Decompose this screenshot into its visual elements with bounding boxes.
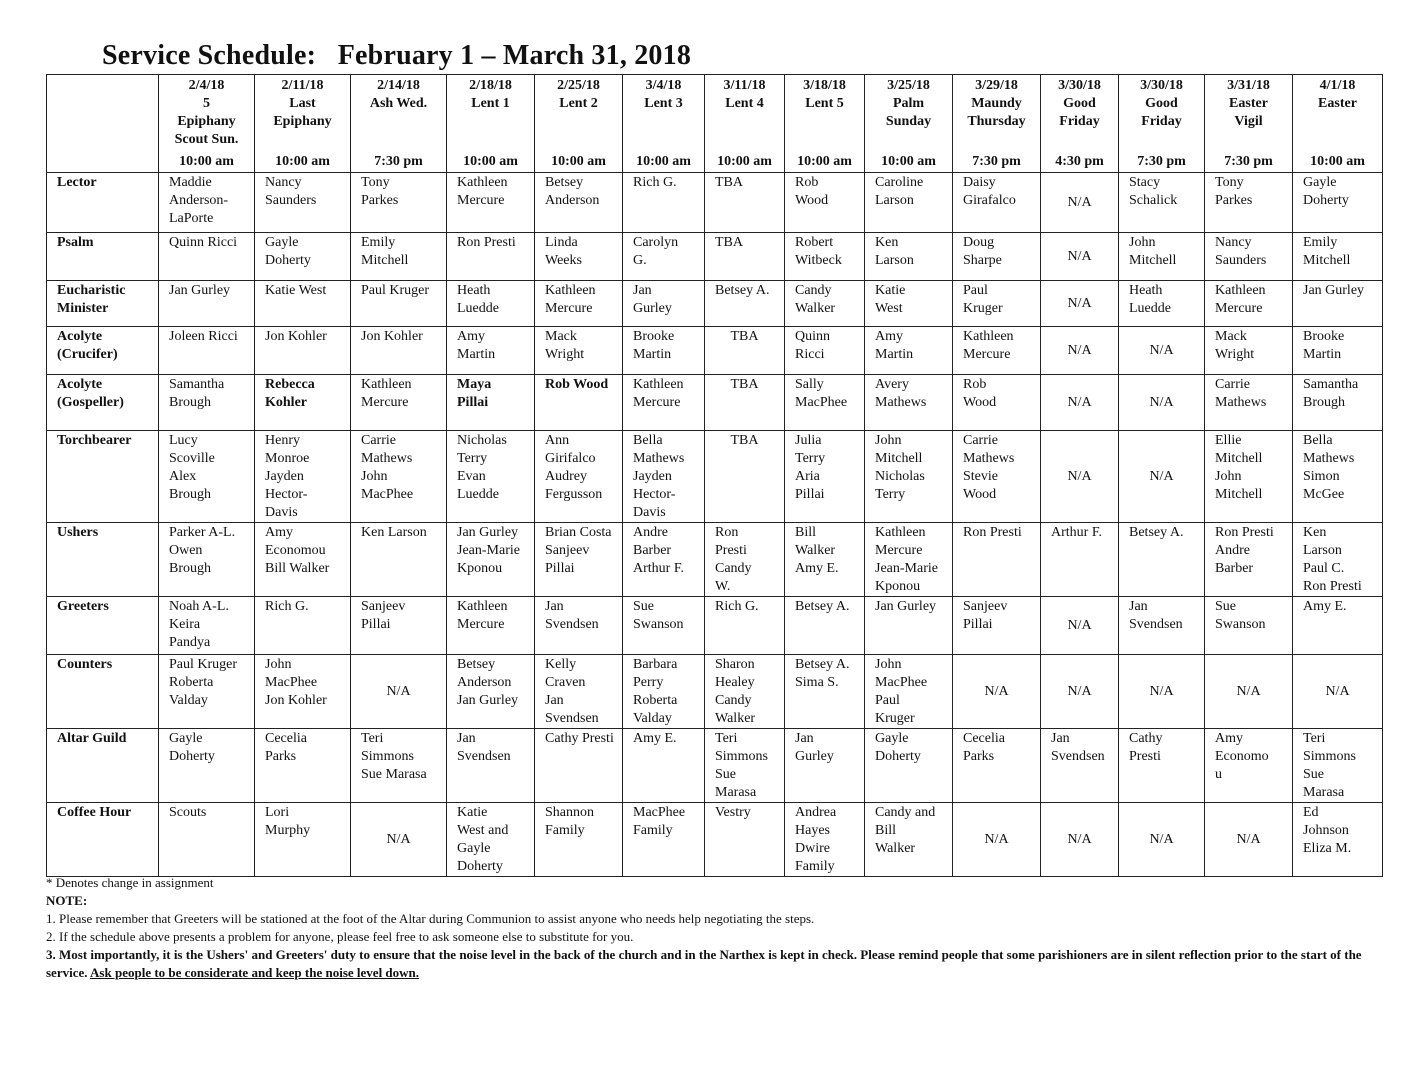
service-name: Lent 4 bbox=[725, 96, 764, 111]
service-time: 10:00 am bbox=[551, 154, 606, 169]
assignment-cell: Betsey A. bbox=[785, 597, 865, 655]
assignment-cell: Jan Svendsen bbox=[1041, 729, 1119, 803]
assignment-cell: MacPhee Family bbox=[623, 803, 705, 877]
service-name: Last Epiphany bbox=[273, 96, 332, 129]
service-date-name bbox=[1120, 77, 1203, 131]
role-label: Ushers bbox=[47, 523, 159, 597]
assignment-cell: Bella Mathews Jayden Hector- Davis bbox=[623, 431, 705, 523]
service-header bbox=[705, 75, 785, 173]
service-time: 10:00 am bbox=[463, 154, 518, 169]
service-date: 3/25/18 bbox=[887, 78, 930, 93]
assignment-cell: Sanjeev Pillai bbox=[953, 597, 1041, 655]
assignment-cell: Bill Walker Amy E. bbox=[785, 523, 865, 597]
service-name: Lent 5 bbox=[805, 96, 844, 111]
schedule-row bbox=[47, 523, 1383, 597]
assignment-cell: Rich G. bbox=[623, 173, 705, 233]
assignment-cell: Sue Swanson bbox=[1205, 597, 1293, 655]
assignment-cell: N/A bbox=[1041, 327, 1119, 375]
assignment-cell: N/A bbox=[1041, 431, 1119, 523]
assignment-cell: Paul Kruger Roberta Valday bbox=[159, 655, 255, 729]
role-label: Counters bbox=[47, 655, 159, 729]
note-3-text: 3. Most importantly, it is the Ushers' and Greeters' duty to ensure that the noise level in the back of the church and in the Narthex is kept in check. Please remind people that some parishioners are in silent reflection prior to the start of the service. bbox=[46, 947, 1362, 980]
assignment-cell: N/A bbox=[351, 803, 447, 877]
service-name: 5 Epiphany Scout Sun. bbox=[174, 96, 239, 147]
role-label: Acolyte (Gospeller) bbox=[47, 375, 159, 431]
assignment-cell: Nancy Saunders bbox=[1205, 233, 1293, 281]
service-time: 10:00 am bbox=[881, 154, 936, 169]
assignment-cell: Carrie Mathews bbox=[1205, 375, 1293, 431]
assignment-cell: Betsey Anderson bbox=[535, 173, 623, 233]
service-header bbox=[159, 75, 255, 173]
assignment-cell: Quinn Ricci bbox=[785, 327, 865, 375]
assignment-cell: Gayle Doherty bbox=[159, 729, 255, 803]
schedule-row bbox=[47, 327, 1383, 375]
assignment-cell: Amy Martin bbox=[865, 327, 953, 375]
assignment-cell: Teri Simmons Sue Marasa bbox=[1293, 729, 1383, 803]
assignment-cell: Cecelia Parks bbox=[255, 729, 351, 803]
assignment-cell: Gayle Doherty bbox=[1293, 173, 1383, 233]
schedule-row bbox=[47, 655, 1383, 729]
service-header bbox=[623, 75, 705, 173]
assignment-cell: Julia Terry Aria Pillai bbox=[785, 431, 865, 523]
assignment-cell: Andre Barber Arthur F. bbox=[623, 523, 705, 597]
assignment-cell: N/A bbox=[1041, 655, 1119, 729]
assignment-cell: Heath Luedde bbox=[1119, 281, 1205, 327]
service-header bbox=[255, 75, 351, 173]
assignment-cell: Parker A-L. Owen Brough bbox=[159, 523, 255, 597]
assignment-cell: John MacPhee Paul Kruger bbox=[865, 655, 953, 729]
assignment-cell: Emily Mitchell bbox=[1293, 233, 1383, 281]
assignment-cell: Brian Costa Sanjeev Pillai bbox=[535, 523, 623, 597]
assignment-cell: Brooke Martin bbox=[623, 327, 705, 375]
assignment-cell: Tony Parkes bbox=[1205, 173, 1293, 233]
assignment-cell: Quinn Ricci bbox=[159, 233, 255, 281]
assignment-cell: TBA bbox=[705, 375, 785, 431]
assignment-cell: Henry Monroe Jayden Hector- Davis bbox=[255, 431, 351, 523]
service-time: 10:00 am bbox=[1310, 154, 1365, 169]
assignment-cell: Heath Luedde bbox=[447, 281, 535, 327]
assignment-cell: Mack Wright bbox=[535, 327, 623, 375]
service-time: 7:30 pm bbox=[374, 154, 423, 169]
assignment-cell: Rich G. bbox=[705, 597, 785, 655]
assignment-cell: N/A bbox=[1119, 375, 1205, 431]
assignment-cell: Andrea Hayes Dwire Family bbox=[785, 803, 865, 877]
assignment-cell: Emily Mitchell bbox=[351, 233, 447, 281]
role-label: Greeters bbox=[47, 597, 159, 655]
assignment-cell: Jon Kohler bbox=[255, 327, 351, 375]
service-time: 10:00 am bbox=[636, 154, 691, 169]
service-date: 3/30/18 bbox=[1140, 78, 1183, 93]
assignment-cell: Ellie Mitchell John Mitchell bbox=[1205, 431, 1293, 523]
service-date: 3/4/18 bbox=[645, 78, 682, 93]
assignment-cell: Betsey A. Sima S. bbox=[785, 655, 865, 729]
service-name: Good Friday bbox=[1059, 96, 1100, 129]
schedule-row bbox=[47, 597, 1383, 655]
assignment-cell: Arthur F. bbox=[1041, 523, 1119, 597]
service-time: 10:00 am bbox=[717, 154, 772, 169]
assignment-cell: Lucy Scoville Alex Brough bbox=[159, 431, 255, 523]
assignment-cell: Daisy Girafalco bbox=[953, 173, 1041, 233]
role-label: Eucharistic Minister bbox=[47, 281, 159, 327]
assignment-cell: Teri Simmons Sue Marasa bbox=[705, 729, 785, 803]
assignment-cell: Gayle Doherty bbox=[865, 729, 953, 803]
schedule-row bbox=[47, 173, 1383, 233]
service-time: 4:30 pm bbox=[1055, 154, 1104, 169]
assignment-cell: Teri Simmons Sue Marasa bbox=[351, 729, 447, 803]
assignment-cell: Amy E. bbox=[1293, 597, 1383, 655]
assignment-cell: Ron Presti Andre Barber bbox=[1205, 523, 1293, 597]
notes-heading: NOTE: bbox=[46, 893, 88, 908]
note-2: 2. If the schedule above presents a problem for anyone, please feel free to ask someone else to substitute for you. bbox=[46, 929, 634, 944]
assignment-cell: Kelly Craven Jan Svendsen bbox=[535, 655, 623, 729]
assignment-cell: Maya Pillai bbox=[447, 375, 535, 431]
assignment-cell: Jan Gurley Jean-Marie Kponou bbox=[447, 523, 535, 597]
assignment-cell: Noah A-L. Keira Pandya bbox=[159, 597, 255, 655]
assignment-cell: N/A bbox=[953, 803, 1041, 877]
assignment-cell: Jan Gurley bbox=[1293, 281, 1383, 327]
assignment-cell: Rich G. bbox=[255, 597, 351, 655]
assignment-cell: Jan Svendsen bbox=[535, 597, 623, 655]
service-header bbox=[1041, 75, 1119, 173]
role-label: Psalm bbox=[47, 233, 159, 281]
notes-section bbox=[46, 874, 1376, 982]
service-schedule-table bbox=[46, 74, 1383, 877]
service-date: 3/11/18 bbox=[723, 78, 766, 93]
service-time: 10:00 am bbox=[797, 154, 852, 169]
assignment-cell: N/A bbox=[1041, 233, 1119, 281]
assignment-cell: Betsey Anderson Jan Gurley bbox=[447, 655, 535, 729]
service-header bbox=[1119, 75, 1205, 173]
assignment-cell: Brooke Martin bbox=[1293, 327, 1383, 375]
assignment-cell: N/A bbox=[1119, 431, 1205, 523]
note-1: 1. Please remember that Greeters will be stationed at the foot of the Altar during Communion to assist anyone who needs help negotiating the steps. bbox=[46, 911, 815, 926]
service-date: 4/1/18 bbox=[1319, 78, 1356, 93]
header-row bbox=[47, 75, 1383, 173]
assignment-cell: Jan Gurley bbox=[159, 281, 255, 327]
assignment-cell: Maddie Anderson- LaPorte bbox=[159, 173, 255, 233]
service-date: 3/18/18 bbox=[803, 78, 846, 93]
assignment-cell: Jon Kohler bbox=[351, 327, 447, 375]
assignment-cell: Amy Martin bbox=[447, 327, 535, 375]
assignment-cell: N/A bbox=[1119, 803, 1205, 877]
assignment-cell: Rob Wood bbox=[535, 375, 623, 431]
service-name: Easter bbox=[1318, 96, 1357, 111]
service-name: Ash Wed. bbox=[369, 96, 428, 111]
assignment-cell: Ron Presti bbox=[447, 233, 535, 281]
assignment-cell: Rob Wood bbox=[785, 173, 865, 233]
assignment-cell: Ken Larson bbox=[865, 233, 953, 281]
assignment-cell: Kathleen Mercure bbox=[623, 375, 705, 431]
service-header bbox=[535, 75, 623, 173]
assignment-cell: N/A bbox=[1041, 281, 1119, 327]
assignment-cell: Katie West bbox=[865, 281, 953, 327]
service-header bbox=[953, 75, 1041, 173]
assignment-cell: John Mitchell Nicholas Terry bbox=[865, 431, 953, 523]
service-date-name bbox=[954, 77, 1039, 131]
assignment-cell: Candy Walker bbox=[785, 281, 865, 327]
assignment-cell: Kathleen Mercure bbox=[447, 597, 535, 655]
service-name: Palm Sunday bbox=[885, 96, 932, 129]
service-date: 2/14/18 bbox=[377, 78, 420, 93]
assignment-cell: Paul Kruger bbox=[351, 281, 447, 327]
schedule-row bbox=[47, 375, 1383, 431]
schedule-row bbox=[47, 803, 1383, 877]
service-date: 2/18/18 bbox=[469, 78, 512, 93]
service-date: 2/4/18 bbox=[188, 78, 225, 93]
assignment-cell: Betsey A. bbox=[705, 281, 785, 327]
assignment-cell: TBA bbox=[705, 233, 785, 281]
service-name: Good Friday bbox=[1141, 96, 1182, 129]
assignment-cell: Caroline Larson bbox=[865, 173, 953, 233]
assignment-cell: Jan Gurley bbox=[865, 597, 953, 655]
assignment-cell: Sally MacPhee bbox=[785, 375, 865, 431]
assignment-cell: Doug Sharpe bbox=[953, 233, 1041, 281]
assignment-cell: Barbara Perry Roberta Valday bbox=[623, 655, 705, 729]
assignment-cell: N/A bbox=[1205, 803, 1293, 877]
assignment-cell: N/A bbox=[1041, 597, 1119, 655]
service-date-name bbox=[706, 77, 783, 113]
assignment-cell: Ron Presti Candy W. bbox=[705, 523, 785, 597]
assignment-cell: Jan Svendsen bbox=[447, 729, 535, 803]
role-label: Torchbearer bbox=[47, 431, 159, 523]
assignment-cell: Amy E. bbox=[623, 729, 705, 803]
assignment-cell: Ann Girifalco Audrey Fergusson bbox=[535, 431, 623, 523]
assignment-cell: Gayle Doherty bbox=[255, 233, 351, 281]
assignment-cell: Shannon Family bbox=[535, 803, 623, 877]
service-date-name bbox=[448, 77, 533, 113]
assignment-cell: Sharon Healey Candy Walker bbox=[705, 655, 785, 729]
service-date: 3/31/18 bbox=[1227, 78, 1270, 93]
assignment-cell: John Mitchell bbox=[1119, 233, 1205, 281]
service-header bbox=[447, 75, 535, 173]
assignment-cell: Tony Parkes bbox=[351, 173, 447, 233]
change-marker-note: * Denotes change in assignment bbox=[46, 875, 214, 890]
assignment-cell: Ron Presti bbox=[953, 523, 1041, 597]
assignment-cell: Kathleen Mercure bbox=[351, 375, 447, 431]
service-date: 2/11/18 bbox=[281, 78, 324, 93]
service-header bbox=[785, 75, 865, 173]
service-date-name bbox=[352, 77, 445, 113]
service-date: 2/25/18 bbox=[557, 78, 600, 93]
service-date-name bbox=[1042, 77, 1117, 131]
assignment-cell: Carolyn G. bbox=[623, 233, 705, 281]
assignment-cell: N/A bbox=[1205, 655, 1293, 729]
assignment-cell: Sanjeev Pillai bbox=[351, 597, 447, 655]
assignment-cell: Betsey A. bbox=[1119, 523, 1205, 597]
service-date-name bbox=[256, 77, 349, 131]
assignment-cell: Samantha Brough bbox=[159, 375, 255, 431]
service-date-name bbox=[536, 77, 621, 113]
assignment-cell: Katie West bbox=[255, 281, 351, 327]
assignment-cell: Cathy Presti bbox=[535, 729, 623, 803]
service-header bbox=[865, 75, 953, 173]
assignment-cell: Kathleen Mercure bbox=[1205, 281, 1293, 327]
assignment-cell: Cathy Presti bbox=[1119, 729, 1205, 803]
assignment-cell: Katie West and Gayle Doherty bbox=[447, 803, 535, 877]
note-3-emphasis: Ask people to be considerate and keep the noise level down. bbox=[90, 965, 420, 980]
schedule-row bbox=[47, 431, 1383, 523]
assignment-cell: Amy Economou Bill Walker bbox=[255, 523, 351, 597]
assignment-cell: Ken Larson Paul C. Ron Presti bbox=[1293, 523, 1383, 597]
service-header bbox=[351, 75, 447, 173]
assignment-cell: Avery Mathews bbox=[865, 375, 953, 431]
service-name: Maundy Thursday bbox=[967, 96, 1026, 129]
service-header bbox=[1205, 75, 1293, 173]
assignment-cell: Cecelia Parks bbox=[953, 729, 1041, 803]
assignment-cell: N/A bbox=[1041, 803, 1119, 877]
service-name: Easter Vigil bbox=[1229, 96, 1268, 129]
assignment-cell: Rob Wood bbox=[953, 375, 1041, 431]
assignment-cell: Samantha Brough bbox=[1293, 375, 1383, 431]
assignment-cell: TBA bbox=[705, 173, 785, 233]
assignment-cell: Paul Kruger bbox=[953, 281, 1041, 327]
assignment-cell: Carrie Mathews Stevie Wood bbox=[953, 431, 1041, 523]
assignment-cell: N/A bbox=[1293, 655, 1383, 729]
role-label: Coffee Hour bbox=[47, 803, 159, 877]
assignment-cell: Amy Economo u bbox=[1205, 729, 1293, 803]
assignment-cell: Nicholas Terry Evan Luedde bbox=[447, 431, 535, 523]
assignment-cell: Mack Wright bbox=[1205, 327, 1293, 375]
corner-cell bbox=[47, 75, 159, 173]
schedule-row bbox=[47, 233, 1383, 281]
assignment-cell: Sue Swanson bbox=[623, 597, 705, 655]
assignment-cell: Ken Larson bbox=[351, 523, 447, 597]
role-label: Acolyte (Crucifer) bbox=[47, 327, 159, 375]
service-time: 7:30 pm bbox=[1137, 154, 1186, 169]
assignment-cell: Stacy Schalick bbox=[1119, 173, 1205, 233]
assignment-cell: Kathleen Mercure bbox=[953, 327, 1041, 375]
service-time: 10:00 am bbox=[275, 154, 330, 169]
assignment-cell: N/A bbox=[1041, 375, 1119, 431]
assignment-cell: Ed Johnson Eliza M. bbox=[1293, 803, 1383, 877]
service-date-name bbox=[786, 77, 863, 113]
service-name: Lent 3 bbox=[644, 96, 683, 111]
service-header bbox=[1293, 75, 1383, 173]
assignment-cell: Jan Gurley bbox=[623, 281, 705, 327]
assignment-cell: Robert Witbeck bbox=[785, 233, 865, 281]
service-date-name bbox=[866, 77, 951, 131]
assignment-cell: Kathleen Mercure bbox=[535, 281, 623, 327]
assignment-cell: Linda Weeks bbox=[535, 233, 623, 281]
role-label: Altar Guild bbox=[47, 729, 159, 803]
assignment-cell: TBA bbox=[705, 431, 785, 523]
role-label: Lector bbox=[47, 173, 159, 233]
assignment-cell: Rebecca Kohler bbox=[255, 375, 351, 431]
assignment-cell: Bella Mathews Simon McGee bbox=[1293, 431, 1383, 523]
schedule-row bbox=[47, 281, 1383, 327]
service-date: 3/29/18 bbox=[975, 78, 1018, 93]
note-3 bbox=[46, 946, 1376, 982]
service-name: Lent 1 bbox=[471, 96, 510, 111]
assignment-cell: Carrie Mathews John MacPhee bbox=[351, 431, 447, 523]
assignment-cell: N/A bbox=[1041, 173, 1119, 233]
assignment-cell: Nancy Saunders bbox=[255, 173, 351, 233]
assignment-cell: Joleen Ricci bbox=[159, 327, 255, 375]
assignment-cell: Jan Gurley bbox=[785, 729, 865, 803]
assignment-cell: Vestry bbox=[705, 803, 785, 877]
schedule-row bbox=[47, 729, 1383, 803]
service-name: Lent 2 bbox=[559, 96, 598, 111]
service-date-name bbox=[160, 77, 253, 149]
assignment-cell: Candy and Bill Walker bbox=[865, 803, 953, 877]
assignment-cell: N/A bbox=[1119, 655, 1205, 729]
service-time: 7:30 pm bbox=[1224, 154, 1273, 169]
assignment-cell: Scouts bbox=[159, 803, 255, 877]
assignment-cell: John MacPhee Jon Kohler bbox=[255, 655, 351, 729]
assignment-cell: Jan Svendsen bbox=[1119, 597, 1205, 655]
assignment-cell: N/A bbox=[1119, 327, 1205, 375]
service-date-name bbox=[1294, 77, 1381, 113]
assignment-cell: N/A bbox=[953, 655, 1041, 729]
page-title: Service Schedule: February 1 – March 31, 2018 bbox=[102, 40, 692, 71]
assignment-cell: Kathleen Mercure Jean-Marie Kponou bbox=[865, 523, 953, 597]
assignment-cell: N/A bbox=[351, 655, 447, 729]
service-date: 3/30/18 bbox=[1058, 78, 1101, 93]
service-date-name bbox=[1206, 77, 1291, 131]
assignment-cell: Kathleen Mercure bbox=[447, 173, 535, 233]
service-time: 10:00 am bbox=[179, 154, 234, 169]
assignment-cell: Lori Murphy bbox=[255, 803, 351, 877]
service-date-name bbox=[624, 77, 703, 113]
service-time: 7:30 pm bbox=[972, 154, 1021, 169]
assignment-cell: TBA bbox=[705, 327, 785, 375]
